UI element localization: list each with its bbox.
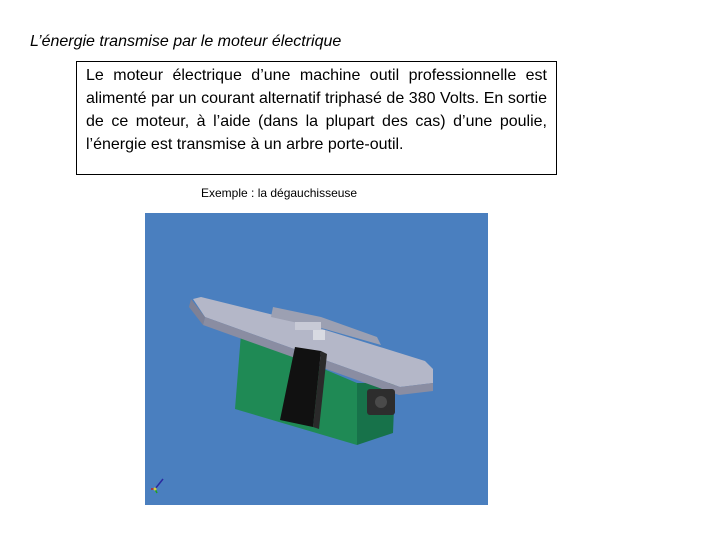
fence-clamp-knob — [313, 330, 325, 340]
slide-title: L’énergie transmise par le moteur électrique — [30, 33, 342, 50]
figure-caption: Exemple : la dégauchisseuse — [201, 186, 358, 200]
jointer-machine-figure — [145, 213, 488, 505]
motor-pulley — [375, 396, 387, 408]
fence-clamp — [295, 322, 321, 330]
description-text: Le moteur électrique d’une machine outil professionnelle est alimenté par un courant alternatif triphasé de 380 Volts. En sortie de ce moteur, à l’aide (dans la plupart des cas) d’une poulie, l’énergie est transmise à un arbre porte-outil. — [86, 67, 547, 153]
description-text-box — [76, 61, 557, 175]
